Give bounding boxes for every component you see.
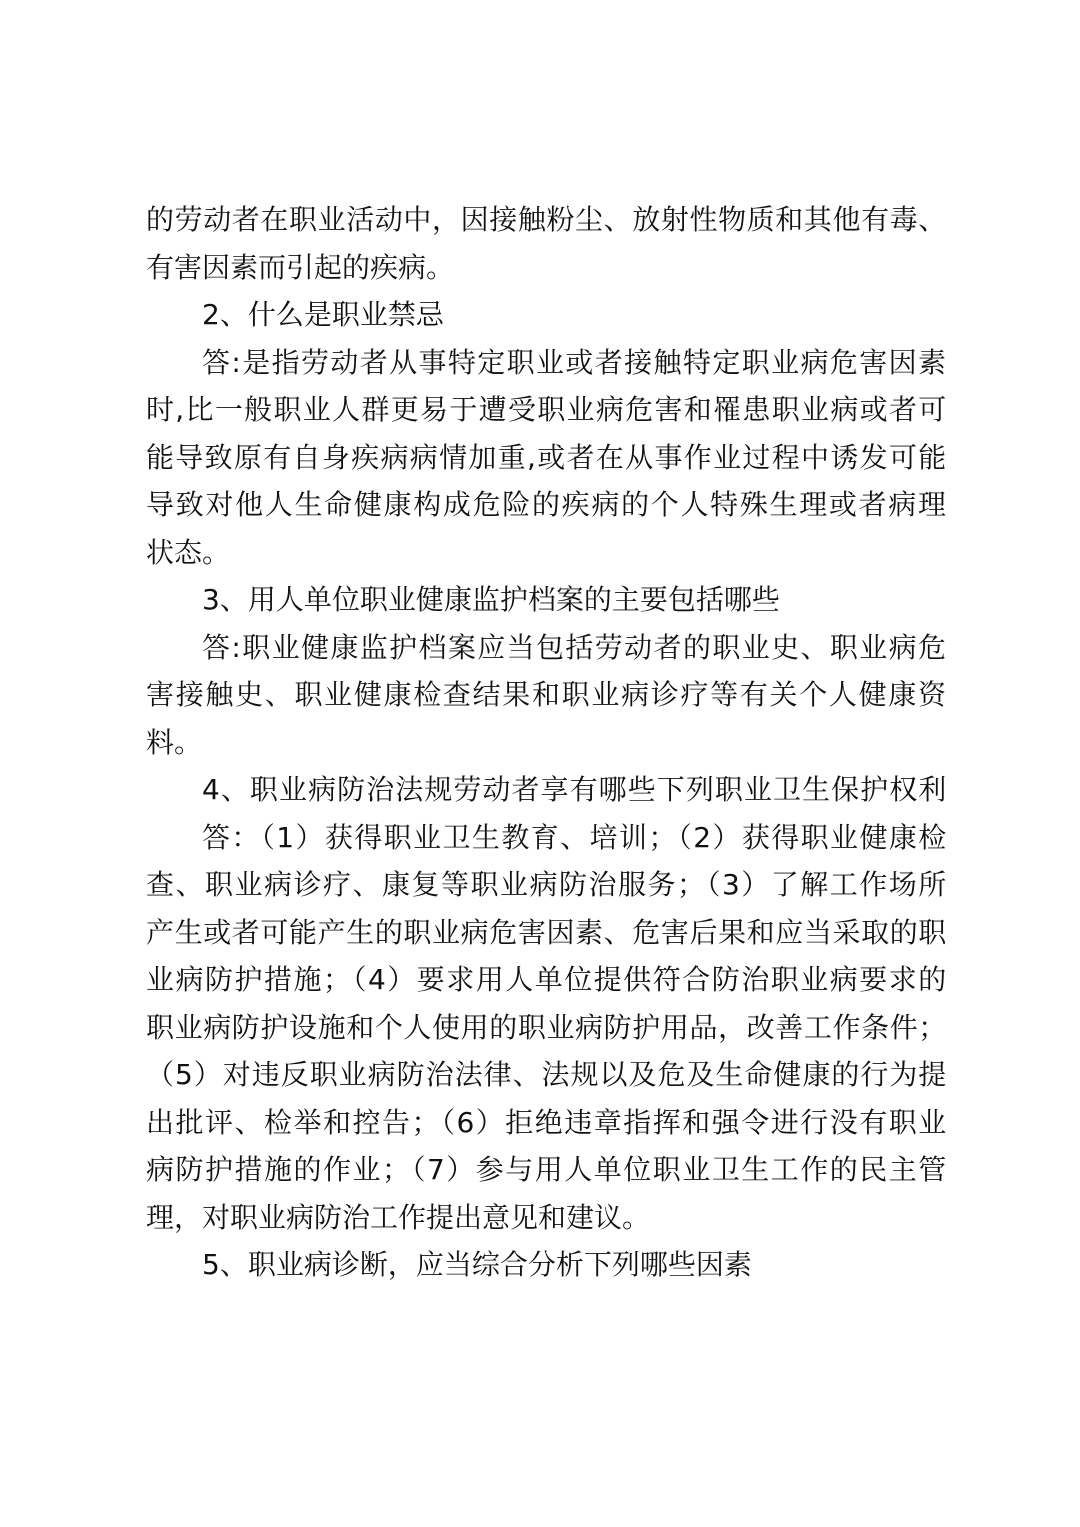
answer-4-line-4: 业病防护措施；（4）要求用人单位提供符合防治职业病要求的 [146,963,946,996]
question-4-heading: 4、职业病防治法规劳动者享有哪些下列职业卫生保护权利 [202,773,946,806]
answer-3-line-1: 答:职业健康监护档案应当包括劳动者的职业史、职业病危 [202,630,946,664]
answer-2-line-3: 能导致原有自身疾病病情加重,或者在从事作业过程中诱发可能 [146,440,946,474]
answer-3-line-3: 料。 [146,725,203,759]
answer-4-line-3: 产生或者可能产生的职业病危害因素、危害后果和应当采取的职 [146,915,946,949]
answer-4-line-5: 职业病防护设施和个人使用的职业病防护用品，改善工作条件； [146,1010,946,1044]
answer-4-line-2: 查、职业病诊疗、康复等职业病防治服务；（3）了解工作场所 [146,868,946,901]
answer-2-line-4: 导致对他人生命健康构成危险的疾病的个人特殊生理或者病理 [146,488,946,521]
answer-2-line-2: 时,比一般职业人群更易于遭受职业病危害和罹患职业病或者可 [146,393,946,426]
answer-4-line-9: 理，对职业病防治工作提出意见和建议。 [146,1200,651,1234]
answer-1-line-2: 有害因素而引起的疾病。 [146,250,455,284]
document-body [146,196,946,1289]
answer-1-line-1: 的劳动者在职业活动中，因接触粉尘、放射性物质和其他有毒、 [146,203,946,236]
answer-4-line-6: （5）对违反职业病防治法律、法规以及危及生命健康的行为提 [146,1058,946,1091]
answer-4-line-1: 答：（1）获得职业卫生教育、培训；（2）获得职业健康检 [202,820,946,854]
question-5-heading: 5、职业病诊断，应当综合分析下列哪些因素 [202,1248,752,1281]
question-3-heading: 3、用人单位职业健康监护档案的主要包括哪些 [202,583,780,616]
answer-4-line-7: 出批评、检举和控告；（6）拒绝违章指挥和强令进行没有职业 [146,1105,946,1139]
answer-4-line-8: 病防护措施的作业；（7）参与用人单位职业卫生工作的民主管 [146,1153,946,1186]
question-2-heading: 2、什么是职业禁忌 [202,298,444,331]
answer-2-line-1: 答:是指劳动者从事特定职业或者接触特定职业病危害因素 [202,345,946,379]
answer-2-line-5: 状态。 [146,535,231,569]
answer-3-line-2: 害接触史、职业健康检查结果和职业病诊疗等有关个人健康资 [146,678,946,711]
